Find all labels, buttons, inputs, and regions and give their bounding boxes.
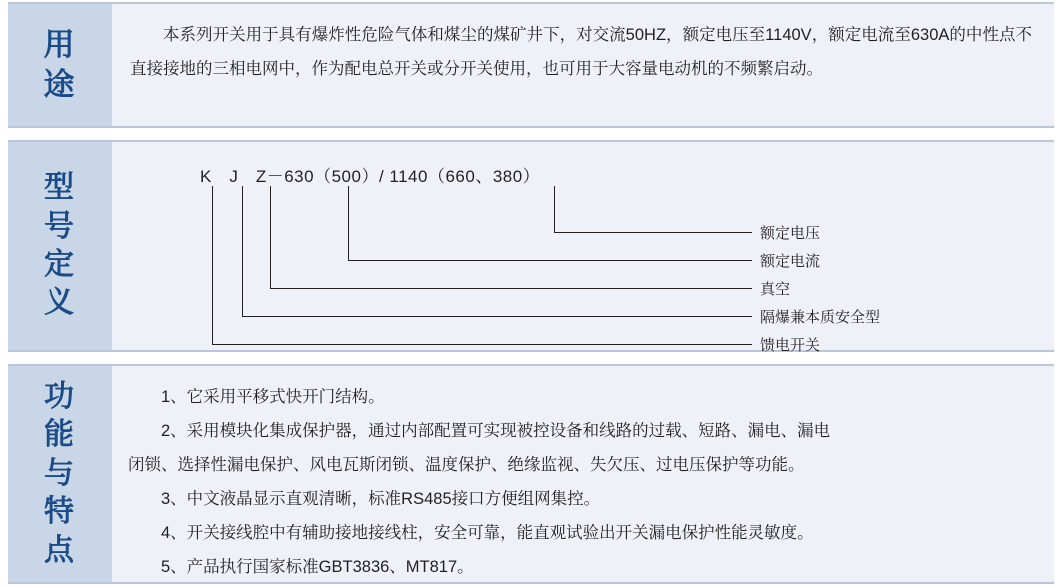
leader-vline-feeder	[212, 186, 213, 344]
feature-line: 1、它采用平移式快开门结构。	[161, 388, 385, 406]
leader-hline-explosionproof	[242, 316, 752, 317]
leader-vline-vacuum	[270, 186, 271, 288]
section-features-label-cell	[8, 366, 112, 582]
leader-hline-current	[348, 260, 752, 261]
section-features	[8, 364, 1054, 584]
feature-line: 闭锁、选择性漏电保护、风电瓦斯闭锁、温度保护、绝缘监视、失欠压、过电压保护等功能。	[128, 456, 805, 474]
section-model-definition	[8, 140, 1054, 352]
section-usage-label: 用途	[43, 27, 77, 102]
leader-vline-current	[348, 186, 349, 260]
section-features-body	[112, 366, 1054, 582]
leader-vline-explosionproof	[242, 186, 243, 316]
section-model-label-cell	[8, 142, 112, 350]
usage-paragraph: 本系列开关用于具有爆炸性危险气体和煤尘的煤矿井下，对交流50HZ，额定电压至1140V，额定电流至630A的中性点不直接接地的三相电网中，作为配电总开关或分开关使用，也可用于大容量电动机的不频繁启动。	[130, 26, 1032, 78]
leader-label-rated-current: 额定电流	[760, 253, 821, 270]
leader-label-vacuum: 真空	[760, 281, 791, 298]
leader-label-explosion-proof-intrinsically-safe: 隔爆兼本质安全型	[760, 309, 881, 326]
features-list	[112, 366, 1054, 584]
leader-label-rated-voltage: 额定电压	[760, 225, 821, 242]
section-features-label: 功能与特点	[44, 380, 76, 567]
model-code-string: K J Z－630（500）/ 1140（660、380）	[200, 167, 541, 186]
leader-label-feeder-switch: 馈电开关	[760, 337, 821, 354]
leader-hline-feeder	[212, 344, 752, 345]
feature-line: 3、中文液晶显示直观清晰，标准RS485接口方便组网集控。	[161, 490, 601, 508]
model-diagram	[112, 142, 1054, 354]
section-usage	[8, 2, 1054, 128]
section-usage-label-cell	[8, 4, 112, 126]
section-usage-body	[112, 4, 1054, 126]
feature-line: 5、产品执行国家标准GBT3836、MT817。	[161, 558, 474, 576]
section-model-label: 型号定义	[44, 171, 76, 320]
leader-vline-voltage	[554, 186, 555, 232]
leader-hline-voltage	[554, 232, 752, 233]
feature-line: 2、采用模块化集成保护器，通过内部配置可实现被控设备和线路的过载、短路、漏电、漏电	[161, 422, 831, 440]
feature-line: 4、开关接线腔中有辅助接地接线柱，安全可靠，能直观试验出开关漏电保护性能灵敏度。	[161, 524, 814, 542]
section-model-body	[112, 142, 1054, 354]
leader-hline-vacuum	[270, 288, 752, 289]
